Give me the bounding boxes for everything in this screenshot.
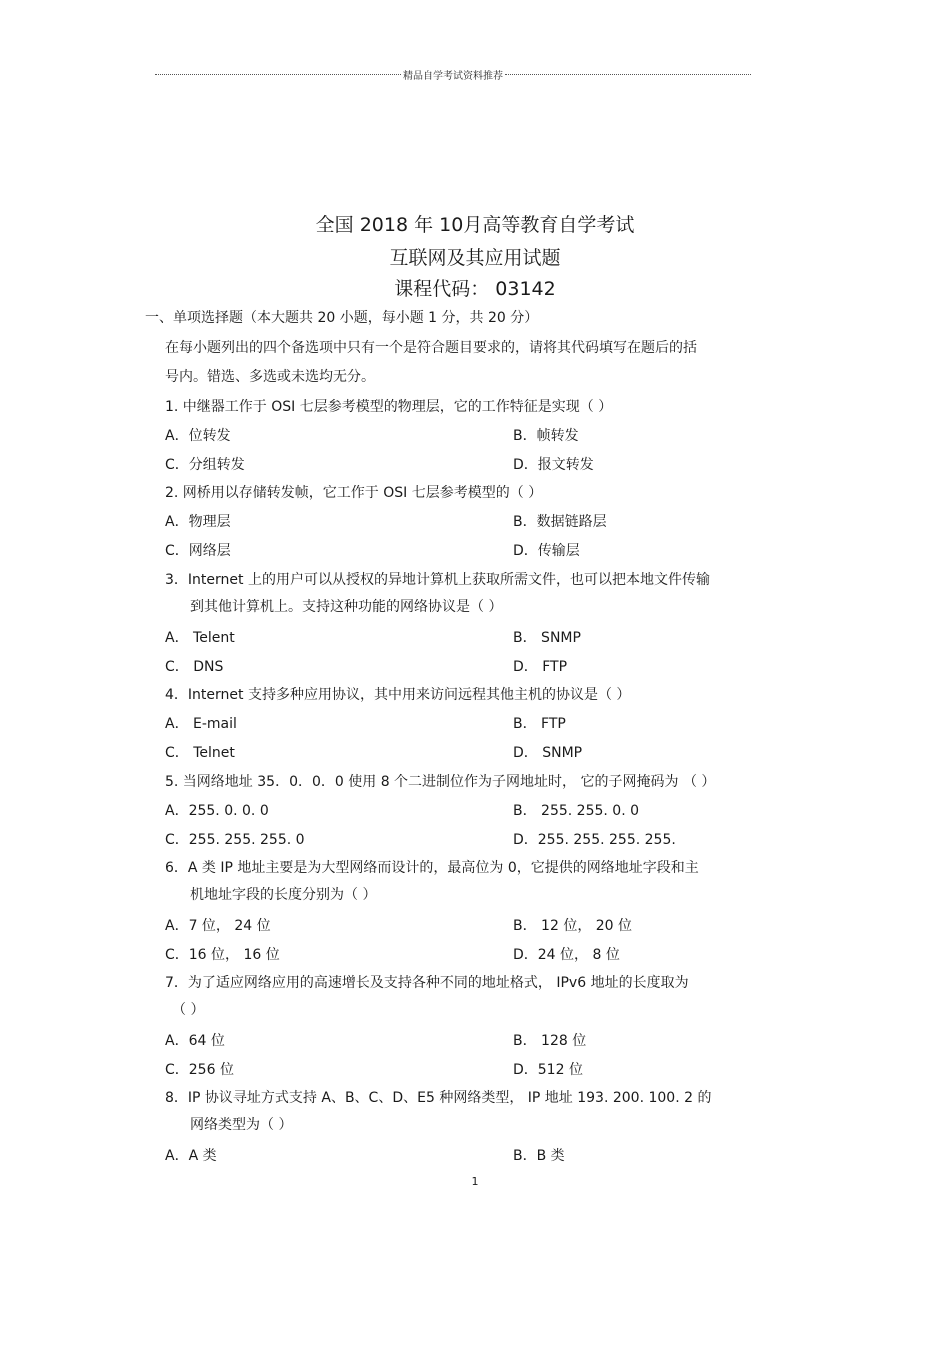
instruction-line: 在每小题列出的四个备选项中只有一个是符合题目要求的，请将其代码填写在题后的括: [165, 340, 697, 356]
option-c: C． DNS: [165, 659, 224, 675]
question-stem-continued: 网络类型为（ ）: [190, 1117, 293, 1133]
question-stem: 2. 网桥用以存储转发帧，它工作于 OSI 七层参考模型的（ ）: [165, 485, 543, 501]
option-b: B． SNMP: [513, 630, 581, 646]
option-a: A． E-mail: [165, 716, 237, 732]
option-c: C．分组转发: [165, 457, 245, 473]
page-number: 1: [471, 1175, 479, 1188]
question-stem-continued: 到其他计算机上。支持这种功能的网络协议是（ ）: [190, 599, 503, 615]
exam-title: 全国 2018 年 10月高等教育自学考试: [315, 214, 635, 236]
option-c: C．256 位: [165, 1062, 234, 1078]
option-d: D． FTP: [513, 659, 568, 675]
option-b: B． 128 位: [513, 1033, 587, 1049]
option-a: A．7 位， 24 位: [165, 918, 271, 934]
question-stem: 8．IP 协议寻址方式支持 A、B、C、D、E5 种网络类型， IP 地址 193. 200. 100. 2 的: [165, 1090, 712, 1106]
option-a: A．A 类: [165, 1148, 217, 1164]
question-stem-continued: （ ）: [172, 1002, 205, 1018]
option-a: A．位转发: [165, 428, 231, 444]
question-stem: 4．Internet 支持多种应用协议，其中用来访问远程其他主机的协议是（ ）: [165, 687, 631, 703]
option-d: D．512 位: [513, 1062, 583, 1078]
question-stem: 7．为了适应网络应用的高速增长及支持各种不同的地址格式， IPv6 地址的长度取为: [165, 975, 689, 991]
option-d: D．传输层: [513, 543, 580, 559]
question-stem-continued: 机地址字段的长度分别为（ ）: [190, 887, 377, 903]
header-dots-right: [505, 74, 751, 75]
header-text: 精品自学考试资料推荐: [403, 70, 503, 82]
section-heading: 一、单项选择题（本大题共 20 小题，每小题 1 分，共 20 分）: [145, 310, 539, 326]
option-b: B．帧转发: [513, 428, 579, 444]
option-a: A．255. 0. 0. 0: [165, 803, 269, 819]
option-c: C． Telnet: [165, 745, 235, 761]
option-c: C．16 位， 16 位: [165, 947, 280, 963]
question-stem: 1. 中继器工作于 OSI 七层参考模型的物理层，它的工作特征是实现（ ）: [165, 399, 613, 415]
course-code: 课程代码： 03142: [394, 278, 556, 300]
option-a: A． Telent: [165, 630, 235, 646]
option-d: D． SNMP: [513, 745, 583, 761]
option-b: B． 255. 255. 0. 0: [513, 803, 640, 819]
option-d: D．255. 255. 255. 255.: [513, 832, 676, 848]
option-b: B． FTP: [513, 716, 566, 732]
question-stem: 6．A 类 IP 地址主要是为大型网络而设计的，最高位为 0，它提供的网络地址字段和主: [165, 860, 699, 876]
option-b: B．B 类: [513, 1148, 565, 1164]
question-stem: 5. 当网络地址 35．0．0．0 使用 8 个二进制位作为子网地址时， 它的子网掩码为 （ ）: [165, 774, 716, 790]
option-a: A．64 位: [165, 1033, 225, 1049]
exam-subject: 互联网及其应用试题: [389, 247, 561, 269]
page-header: [155, 66, 751, 82]
question-stem: 3．Internet 上的用户可以从授权的异地计算机上获取所需文件，也可以把本地文件传输: [165, 572, 710, 588]
option-d: D．报文转发: [513, 457, 594, 473]
option-c: C．网络层: [165, 543, 231, 559]
option-c: C．255. 255. 255. 0: [165, 832, 305, 848]
instruction-line: 号内。错选、多选或未选均无分。: [165, 369, 375, 385]
option-b: B． 12 位， 20 位: [513, 918, 633, 934]
option-b: B．数据链路层: [513, 514, 607, 530]
option-a: A．物理层: [165, 514, 231, 530]
header-dots-left: [155, 74, 401, 75]
option-d: D．24 位， 8 位: [513, 947, 620, 963]
